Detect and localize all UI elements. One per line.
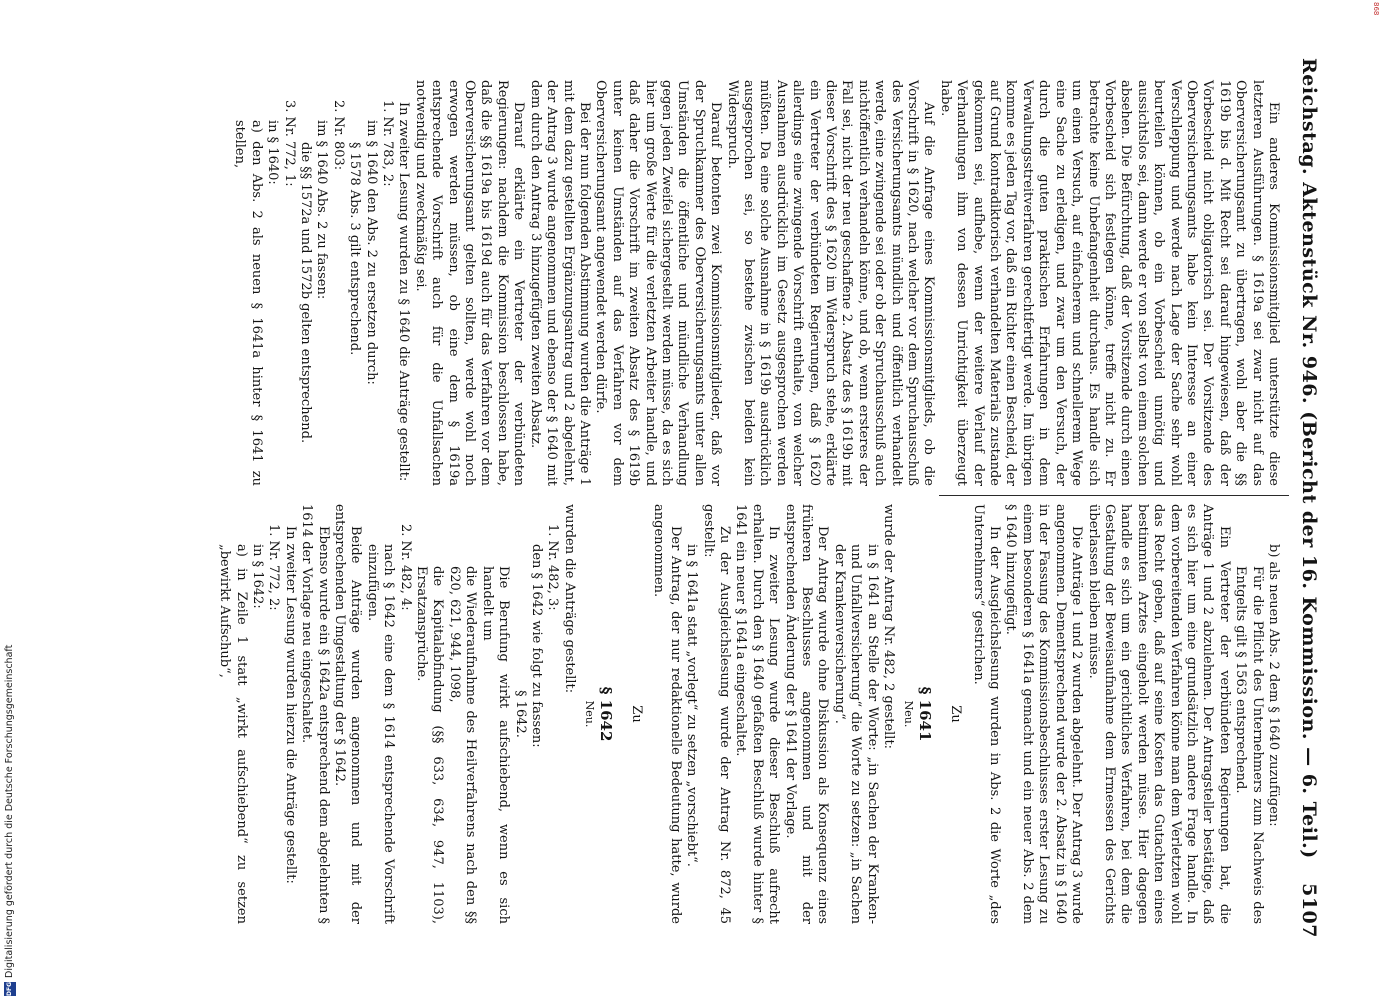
- section-subtitle: Neu.: [902, 700, 916, 728]
- list-item: Für die Pflicht des Unternehmers zum Nachweis des Entgelts gilt § 1563 entsprechend.: [1233, 566, 1265, 924]
- list-item: im § 1640 den Abs. 2 zu ersetzen durch:: [363, 120, 379, 385]
- dfg-logo: DFG: [4, 982, 16, 996]
- paragraph: wurde der Antrag Nr. 482, 2 gestellt:: [881, 504, 897, 750]
- funding-note: Digitalisierung gefördert durch die Deutsche Forschungsgemeinschaft: [4, 644, 15, 978]
- funding-footer: [0, 0, 20, 1000]
- column-divider: [939, 495, 1289, 496]
- list-item: a) in Zeile 1 statt „wirkt aufschiebend“ zu setzen „bewirkt Aufschub“,: [217, 544, 249, 924]
- list-item: b) als neuen Abs. 2 dem § 1640 zuzufügen:: [1266, 544, 1281, 827]
- paragraph: In zweiter Lesung wurden hierzu die Anträge gestellt:: [282, 526, 298, 884]
- list-item: die Kapitalabfindung (§§ 633, 634, 947, 1103), Ersatzansprüche.: [414, 566, 446, 924]
- section-subtitle: Neu.: [583, 700, 597, 728]
- paragraph: Beide Anträge wurden angenommen und mit der entsprechenden Umgestaltung der § 1642.: [332, 504, 364, 924]
- section-zu-label: Zu: [628, 705, 644, 723]
- paragraph: Der Antrag, der nur redaktionelle Bedeutung hatte, wurde angenommen.: [651, 504, 683, 924]
- page-header: [1294, 58, 1320, 938]
- left-column: [231, 80, 1281, 486]
- list-item: 1. Nr. 482, 3:: [545, 524, 561, 611]
- quoted-amendment: in § 1641 an Stelle der Worte: „in Sachen der Kranken- und Unfallversicherung“ die Worte zu setzen: „in Sachen der Krankenversicherung“.: [831, 544, 880, 924]
- list-item: 2. Nr. 482, 4:: [397, 524, 413, 611]
- paragraph: Ein anderes Kommissionsmitglied unterstützte diese letzteren Ausführungen. § 1619a sei zwar nicht auf das Oberversicherungsamt zu übertragen, wohl aber die §§ 1619b bis d. Mit Recht sei darauf hingewiesen, daß der Vorbescheid nicht obligatorisch sei. Der Vorsitzende des Oberversicherungsamts habe kein Interesse an einer Verschleppung und werde nach Lage der Sache sehr wohl beurteilen können, ob ein Vorbescheid unnötig und aussichtslos sei, dann werde er von selbst von einem solchen absehen. Die Befürchtung, daß der Vorsitzende durch einen Vorbescheid sich festlegen könne, treffe nicht zu. Er betrachte keine Unbefangenheit durchaus. Es handle sich um einen Versuch, auf einfacherem und schnellerem Wege eine Sache zu erledigen, und zwar um den Versuch, der durch die guten praktischen Erfahrungen in dem Verwaltungsstreitverfahren gerechtfertigt werde. Im übrigen komme es jeden Tag vor, daß ein Richter einen Bescheid, der auf Grund kontradiktorisch verhandelten Materials zustande gekommen sei, aufhebe, wenn der weitere Verlauf der Verhandlungen ihm von dessen Unrichtigkeit überzeugt habe.: [937, 80, 1281, 486]
- page-number: 5107: [1298, 883, 1320, 938]
- right-column: [216, 504, 1281, 924]
- paragraph: In der Ausgleichslesung wurden in Abs. 2 die Worte „des Unternehmers“ gestrichen.: [970, 504, 1003, 924]
- list-item: 3. Nr. 772, 1:: [281, 100, 297, 187]
- page-stamp: 868: [1372, 2, 1380, 16]
- paragraph: In zweiter Lesung wurde dieser Beschluß aufrecht erhalten. Durch den § 1640 gefaßten Beschluß wurde hinter § 1641 ein neuer § 1641a eingeschaltet.: [733, 504, 782, 924]
- list-item: im § 1640 Abs. 2 zu fassen:: [314, 120, 330, 300]
- list-item: 2. Nr. 803:: [330, 100, 346, 171]
- quoted-amendment: in § 1641a statt „vorlegt“ zu setzen „vorschiebt“.: [684, 544, 700, 867]
- list-item: in § 1642:: [250, 544, 266, 609]
- list-item: Die Berufung wirkt aufschiebend, wenn es sich handelt um: [479, 566, 512, 924]
- paragraph: Zu der Ausgleichslesung wurde der Antrag Nr. 872, 45 gestellt:: [700, 504, 732, 924]
- paragraph: Darauf betonten zwei Kommissionsmitglieder, daß vor der Spruchkammer des Oberversicherungsamts unter allen Umständen die öffentliche und mündliche Verhandlung gegen jeden Zweifel sichergestellt werden müsse, da es sich hier um große Werte für die verletzten Arbeiter handle, und daß daher die Vorschrift im zweiten Absatz des § 1619b unter keinen Umständen auf das Verfahren vor dem Oberversicherungsamt angewendet werden dürfe.: [593, 80, 724, 486]
- list-item: den § 1642 wie folgt zu fassen:: [528, 544, 544, 748]
- list-item: in § 1640:: [265, 120, 281, 185]
- paragraph: Darauf erklärte ein Vertreter der verbündeten Regierungen: nachdem die Kommission beschlossen habe, daß die §§ 1619a bis 1619d auch für das Verfahren vor dem Oberversicherungsamt gelten sollten, werde wohl noch erwogen werden müssen, ob eine dem § 1619a entsprechende Vorschrift auch für die Unfallsachen notwendig und zweckmäßig sei.: [412, 80, 527, 486]
- list-item: 1. Nr. 783, 2:: [380, 100, 396, 187]
- paragraph: Die Anträge 1 und 2 wurden abgelehnt. Der Antrag 3 wurde angenommen. Dementsprechend wurde der 2. Absatz in § 1640 in der Fassung des Kommissionsbeschlusses erster Lesung zu einem besonderen § 1641a gemacht und ein neuer Abs. 2 dem § 1640 hinzugefügt.: [1003, 504, 1085, 924]
- list-item: § 1642.: [512, 690, 528, 738]
- paragraph: Ein Vertreter der verbündeten Regierungen bat, die Anträge 1 und 2 abzulehnen. Der Antragsteller bestätige, daß es sich hier um eine grundsätzlich andere Frage handle. In dem vorbereitenden Verfahren könne man dem Verletzten wohl das Recht geben, daß auf seine Kosten das Gutachten eines bestimmten Arztes eingeholt werden müsse. Hier dagegen handle es sich um ein gerichtliches Verfahren, bei dem die Gestaltung der Beweisaufnahme dem Ermessen des Gerichts überlassen bleiben müsse.: [1085, 504, 1232, 924]
- paragraph: wurden die Anträge gestellt:: [561, 504, 577, 694]
- paragraph: Bei der nun folgenden Abstimmung wurden die Anträge 1 mit dem dazu gestellten Ergänzungsantrag und 2 abgelehnt, der Antrag 3 wurde angenommen und ebenso der § 1640 mit dem durch den Antrag 3 hinzugefügten zweiten Absatz.: [527, 80, 592, 486]
- section-heading-1642: § 1642: [596, 686, 615, 742]
- running-title: Reichstag. Aktenstück Nr. 946. (Bericht der 16. Kommission. — 6. Teil.): [1298, 58, 1320, 859]
- list-item: die Wiederaufnahme des Heilverfahrens nach den §§ 620, 621, 944, 1098,: [446, 566, 479, 924]
- list-item: § 1578 Abs. 3 gilt entsprechend.: [347, 142, 363, 356]
- list-item: a) den Abs. 2 als neuen § 1641a hinter § 1641 zu stellen,: [232, 120, 264, 486]
- list-item: nach § 1642 eine dem § 1614 entsprechende Vorschrift einzufügen.: [364, 544, 397, 924]
- section-heading-1641: § 1641: [915, 686, 934, 742]
- paragraph: In zweiter Lesung wurden zu § 1640 die Anträge gestellt:: [396, 102, 412, 482]
- paragraph: Auf die Anfrage eines Kommissionsmitglieds, ob die Vorschrift in § 1620, nach welcher vor dem Spruchausschuß des Versicherungsamts mündlich und öffentlich verhandelt werde, eine zwingende sei oder ob der Spruchausschuß auch nichtöffentlich verhandeln könne, und ob, wenn ersteres der Fall sei, nicht der neu geschaffene 2. Absatz des § 1619b mit dieser Vorschrift des § 1620 im Widerspruch stehe, erklärte ein Vertreter der verbündeten Regierungen, daß § 1620 allerdings eine zwingende Vorschrift enthalte, von welcher Ausnahmen ausdrücklich im Gesetz ausgesprochen werden müßten. Da eine solche Ausnahme in § 1619b ausdrücklich ausgesprochen sei, so bestehe zwischen beiden kein Widerspruch.: [724, 80, 937, 486]
- list-item: die §§ 1572a und 1572b gelten entsprechend.: [298, 142, 314, 444]
- list-item: 1. Nr. 772, 2:: [266, 524, 282, 611]
- paragraph: Der Antrag wurde ohne Diskussion als Konsequenz eines früheren Beschlusses angenommen und mit der entsprechenden Änderung der § 1641 der Vorlage.: [782, 504, 831, 924]
- section-zu-label: Zu: [948, 705, 964, 723]
- paragraph: Ebenso wurde ein § 1642a entsprechend dem abgelehnten § 1614 der Vorlage neu eingeschaltet.: [299, 504, 331, 924]
